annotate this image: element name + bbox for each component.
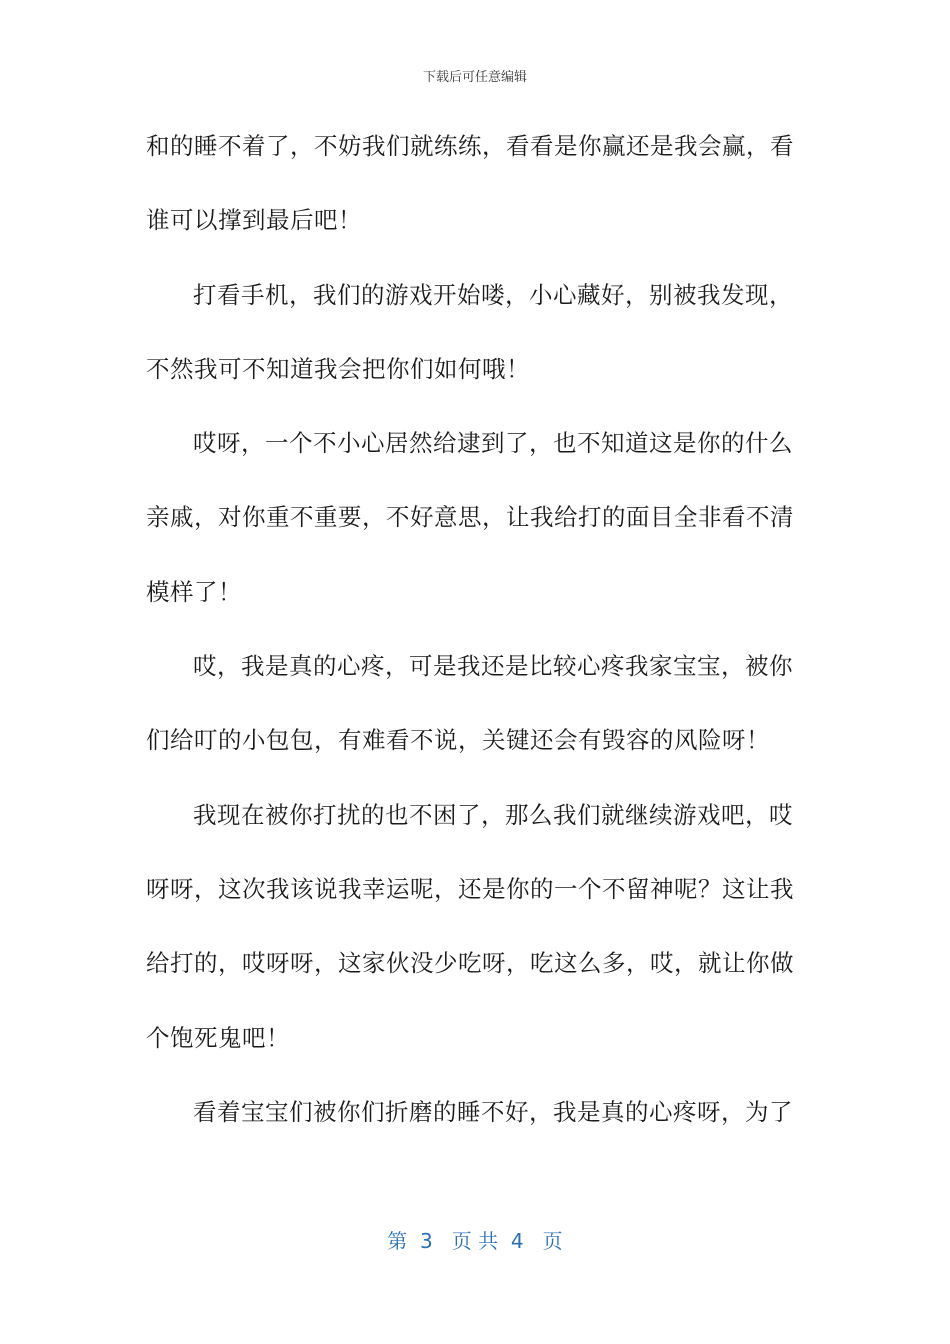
text-line: 们给叮的小包包，有难看不说，关键还会有毁容的风险呀！ xyxy=(146,726,770,755)
text-line: 呀呀，这次我该说我幸运呢，还是你的一个不留神呢？这让我 xyxy=(146,874,794,903)
paragraph-first-line: 打看手机，我们的游戏开始喽，小心藏好，别被我发现， xyxy=(193,280,793,309)
text-line: 不然我可不知道我会把你们如何哦！ xyxy=(146,354,530,383)
text-line: 给打的，哎呀呀，这家伙没少吃呀，吃这么多，哎，就让你做 xyxy=(146,949,794,978)
text-line: 和的睡不着了，不妨我们就练练，看看是你赢还是我会赢，看 xyxy=(146,132,794,160)
text-line: 模样了！ xyxy=(146,577,242,606)
document-body xyxy=(146,124,794,1164)
page-number-footer: 第 3 页 共 4 页 xyxy=(387,1229,563,1253)
text-line: 个饱死鬼吧！ xyxy=(146,1023,290,1052)
paragraph-first-line: 哎呀，一个不小心居然给逮到了，也不知道这是你的什么 xyxy=(193,429,793,458)
paragraph-first-line: 哎，我是真的心疼，可是我还是比较心疼我家宝宝，被你 xyxy=(193,652,793,681)
text-line: 亲戚，对你重不重要，不好意思，让我给打的面目全非看不清 xyxy=(146,503,794,532)
paragraph-first-line: 我现在被你打扰的也不困了，那么我们就继续游戏吧，哎 xyxy=(193,800,793,829)
paragraph-first-line: 看着宝宝们被你们折磨的睡不好，我是真的心疼呀，为了 xyxy=(193,1097,793,1126)
text-line: 谁可以撑到最后吧！ xyxy=(146,206,362,235)
page-header: 下载后可任意编辑 xyxy=(422,70,527,85)
